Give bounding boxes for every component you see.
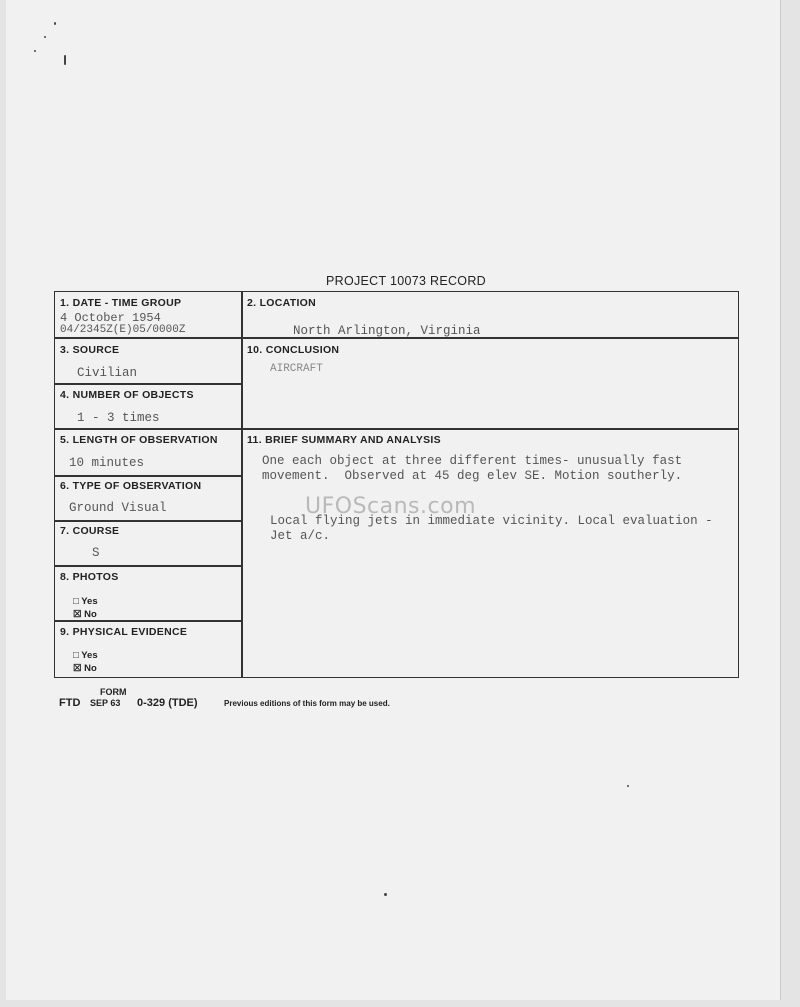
- speck: [44, 36, 46, 38]
- checkbox-checked-icon: ☒: [73, 609, 82, 620]
- form-word: FORM: [100, 687, 127, 697]
- number-of-objects-value: 1 - 3 times: [77, 411, 160, 425]
- row-divider: [55, 520, 242, 522]
- length-of-observation-value: 10 minutes: [69, 456, 145, 470]
- speck: [384, 893, 387, 896]
- form-note: Previous editions of this form may be used.: [224, 699, 390, 708]
- row-divider: [55, 620, 242, 622]
- photos-label: 8. PHOTOS: [60, 571, 119, 583]
- speck: [64, 55, 66, 65]
- photos-no-option: [73, 609, 97, 620]
- photos-yes-label: Yes: [81, 596, 98, 607]
- form-ftd: FTD: [59, 697, 81, 709]
- date-value: 4 October 1954: [60, 311, 161, 325]
- form-code: 0-329 (TDE): [137, 697, 198, 709]
- number-of-objects-label: 4. NUMBER OF OBJECTS: [60, 389, 194, 401]
- checkbox-empty-icon: □: [73, 596, 79, 607]
- physical-evidence-label: 9. PHYSICAL EVIDENCE: [60, 626, 188, 638]
- checkbox-checked-icon: ☒: [73, 663, 82, 674]
- physical-yes-label: Yes: [81, 650, 98, 661]
- date-time-label: 1. DATE - TIME GROUP: [60, 297, 182, 309]
- page-title: PROJECT 10073 RECORD: [326, 274, 486, 288]
- row-divider: [55, 565, 242, 567]
- form-date: SEP 63: [90, 698, 121, 708]
- location-value: North Arlington, Virginia: [293, 324, 481, 338]
- summary-line: Local flying jets in immediate vicinity. Local evaluation -: [270, 514, 713, 528]
- time-group-value: 04/2345Z(E)05/0000Z: [60, 324, 186, 336]
- course-label: 7. COURSE: [60, 525, 120, 537]
- speck: [627, 785, 629, 787]
- conclusion-label: 10. CONCLUSION: [247, 344, 340, 356]
- row-divider: [55, 475, 242, 477]
- physical-yes-option: [73, 650, 98, 661]
- type-of-observation-label: 6. TYPE OF OBSERVATION: [60, 480, 202, 492]
- summary-label: 11. BRIEF SUMMARY AND ANALYSIS: [247, 434, 441, 446]
- speck: [54, 22, 56, 25]
- summary-line: movement. Observed at 45 deg elev SE. Motion southerly.: [262, 469, 683, 483]
- speck: [34, 50, 36, 52]
- row-divider: [55, 428, 738, 430]
- conclusion-value: AIRCRAFT: [270, 363, 323, 375]
- checkbox-empty-icon: □: [73, 650, 79, 661]
- physical-no-label: No: [84, 663, 97, 674]
- summary-line: Jet a/c.: [270, 529, 331, 543]
- record-form: [54, 291, 739, 678]
- source-label: 3. SOURCE: [60, 344, 120, 356]
- watermark: UFOScans.com: [305, 494, 476, 519]
- photos-no-label: No: [84, 609, 97, 620]
- summary-line: One each object at three different times- unusually fast: [262, 454, 683, 468]
- length-of-observation-label: 5. LENGTH OF OBSERVATION: [60, 434, 218, 446]
- course-value: S: [92, 546, 100, 560]
- source-value: Civilian: [77, 366, 138, 380]
- physical-no-option: [73, 663, 97, 674]
- type-of-observation-value: Ground Visual: [69, 501, 167, 515]
- photos-yes-option: [73, 596, 98, 607]
- location-label: 2. LOCATION: [247, 297, 317, 309]
- row-divider: [55, 383, 242, 385]
